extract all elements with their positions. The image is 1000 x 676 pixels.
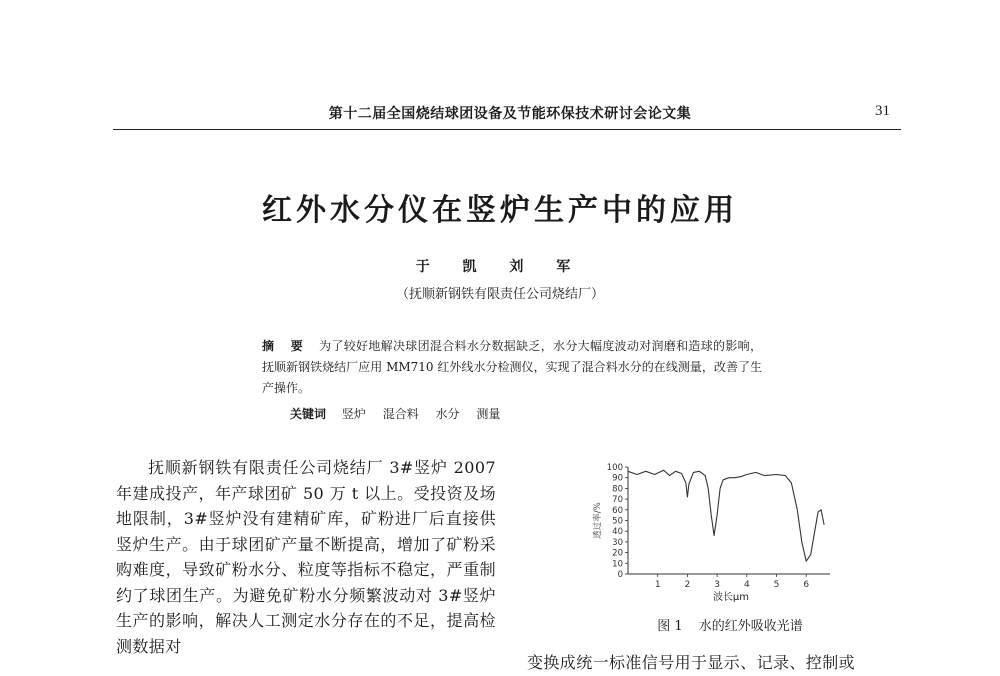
paper-title: 红外水分仪在竖炉生产中的应用 — [262, 193, 738, 228]
y-tick-label: 20 — [612, 548, 623, 559]
y-tick-label: 0 — [617, 570, 623, 580]
y-tick-label: 30 — [612, 537, 623, 548]
authors: 于 凯 刘 军 — [415, 259, 585, 275]
header-rule — [113, 129, 901, 130]
affiliation: （抚顺新钢铁有限责任公司烧结厂） — [395, 287, 604, 302]
y-tick-label: 40 — [612, 527, 623, 538]
figure-1 — [580, 458, 900, 638]
y-tick-label: 10 — [612, 559, 623, 570]
keyword-item: 混合料 — [382, 407, 419, 421]
body-left-column — [116, 455, 496, 659]
y-tick-label: 70 — [612, 495, 623, 506]
figure-label: 图 1 — [657, 619, 683, 634]
keywords — [290, 405, 750, 423]
keyword-item: 测量 — [476, 407, 501, 421]
y-tick-label: 60 — [612, 505, 623, 516]
figure-caption-text: 水的红外吸收光谱 — [698, 619, 803, 634]
abstract-text: 为了较好地解决球团混合料水分数据缺乏，水分大幅度波动对润磨和造球的影响，抚顺新钢铁烧结厂应用 MM710 红外线水分检测仪，实现了混合料水分的在线测量，改善了生产操作。 — [262, 339, 762, 395]
x-tick-label: 6 — [803, 580, 810, 590]
body-right-column — [527, 650, 907, 676]
right-column-line: 变换成统一标准信号用于显示、记录、控制或 — [527, 653, 856, 672]
ir-spectrum-chart — [580, 458, 900, 638]
y-tick-label: 50 — [612, 516, 623, 527]
keyword-item: 水分 — [435, 407, 460, 421]
y-axis-label: 透过率/% — [593, 502, 603, 539]
page-number: 31 — [875, 103, 890, 119]
x-tick-label: 2 — [684, 580, 691, 590]
body-paragraph: 抚顺新钢铁有限责任公司烧结厂 3#竖炉 2007 年建成投产，年产球团矿 50 万 t 以上。受投资及场地限制，3#竖炉没有建精矿库，矿粉进厂后直接供竖炉生产。由于球团矿产量不断提高，增加了矿粉采购难度，导致矿粉水分、粒度等指标不稳定，严重制约了球团生产。为避免矿粉水分频繁波动对 3#竖炉生产的影响，解决人工测定水分存在的不足，提高检测数据对 — [116, 458, 496, 656]
abstract — [262, 336, 762, 399]
y-tick-label: 80 — [612, 484, 623, 495]
running-title: 第十二届全国烧结球团设备及节能环保技术研讨会论文集 — [328, 106, 692, 122]
y-tick-label: 100 — [606, 463, 623, 473]
x-axis-label: 波长μm — [712, 592, 750, 603]
series-line — [628, 470, 824, 561]
x-tick-label: 1 — [654, 580, 661, 590]
x-tick-label: 5 — [773, 580, 780, 590]
abstract-label: 摘 要 — [262, 339, 310, 353]
y-tick-label: 90 — [612, 473, 623, 484]
figure-caption — [620, 615, 840, 634]
keyword-item: 竖炉 — [341, 407, 366, 421]
keywords-label: 关键词 — [290, 407, 327, 421]
x-tick-label: 4 — [743, 580, 750, 590]
x-tick-label: 3 — [714, 580, 720, 590]
